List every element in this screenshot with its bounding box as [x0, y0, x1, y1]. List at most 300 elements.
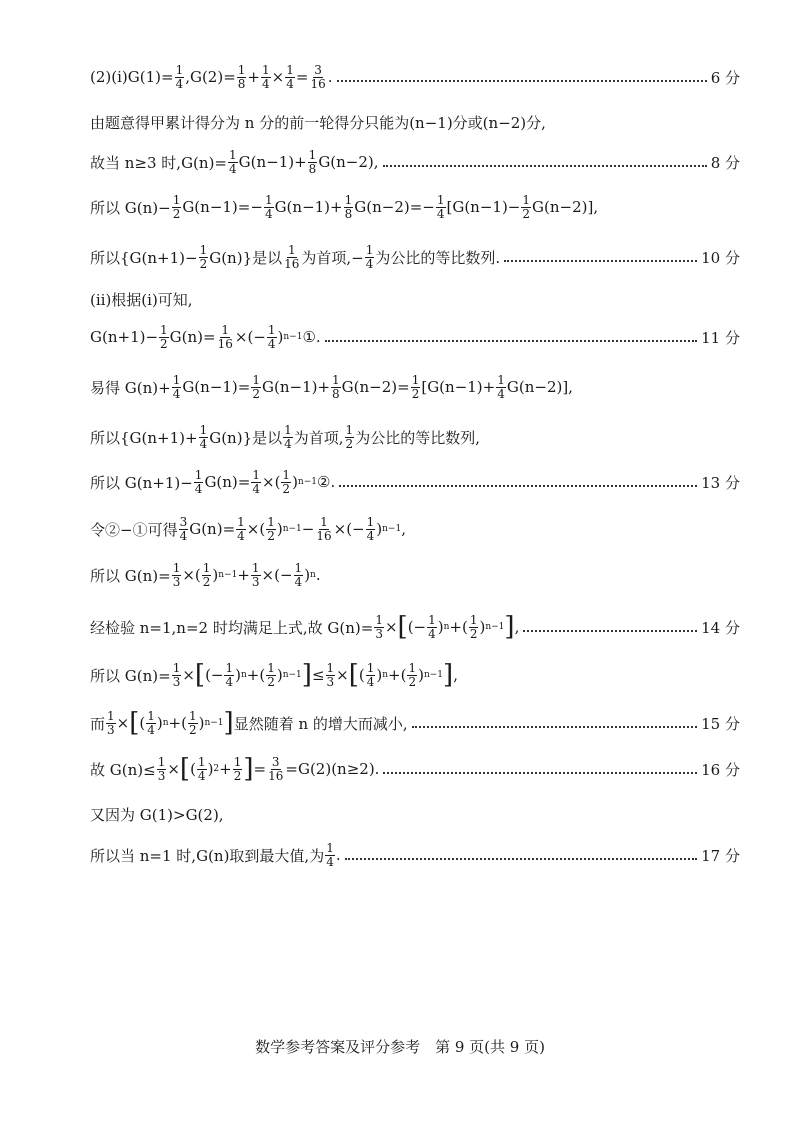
numerator: 1 — [188, 708, 197, 723]
math-expression — [90, 64, 333, 91]
exponent: n — [382, 670, 389, 680]
text-run: × — [384, 618, 398, 636]
denominator: 4 — [286, 76, 294, 91]
fraction — [496, 374, 506, 401]
numerator: 1 — [252, 372, 260, 387]
numerator: 1 — [522, 192, 531, 207]
bracket: [ — [179, 754, 191, 784]
denominator: 2 — [469, 626, 478, 641]
numerator: 1 — [366, 514, 375, 529]
fraction — [172, 374, 182, 401]
denominator: 2 — [411, 386, 420, 401]
text-run: +( — [246, 666, 266, 684]
denominator: 16 — [316, 528, 332, 543]
denominator: 3 — [172, 574, 181, 589]
text-run: + — [247, 68, 260, 86]
score-label: 17 分 — [701, 846, 740, 865]
denominator: 4 — [284, 436, 292, 451]
text-run: × — [182, 666, 195, 684]
solution-line — [90, 465, 740, 499]
numerator: 1 — [175, 62, 184, 77]
denominator: 4 — [179, 528, 188, 543]
denominator: 2 — [199, 256, 208, 271]
text-run: (2)(ⅰ)G(1)= — [90, 68, 174, 86]
fraction — [521, 194, 531, 221]
text-run: ×(− — [261, 566, 293, 584]
solution-line — [90, 240, 740, 274]
denominator: 2 — [267, 674, 275, 689]
text-run: ×( — [182, 566, 201, 584]
numerator: 1 — [375, 612, 383, 627]
numerator: 1 — [284, 422, 292, 437]
solution-line — [90, 610, 740, 644]
solution-line — [90, 145, 740, 179]
bracket: ] — [301, 660, 312, 690]
text-run: 所以{G(n+1)− — [90, 248, 198, 267]
solution-line — [90, 105, 740, 139]
numerator: 1 — [411, 372, 420, 387]
text-run: 所以 G(n)= — [90, 566, 171, 585]
exponent: n−1 — [218, 570, 238, 580]
fraction — [106, 710, 116, 737]
fraction — [172, 662, 182, 689]
text-run: ) — [479, 618, 486, 636]
numerator: 1 — [326, 840, 334, 855]
exponent: n−1 — [282, 524, 302, 534]
denominator: 4 — [366, 674, 375, 689]
text-run: 所以 G(n)− — [90, 198, 171, 217]
text-run: ) — [277, 328, 284, 346]
denominator: 16 — [310, 76, 326, 91]
denominator: 3 — [157, 768, 166, 783]
text-run: 而 — [90, 714, 106, 733]
text-run: 所以{G(n+1)+ — [90, 428, 198, 447]
denominator: 4 — [436, 206, 445, 221]
fraction — [197, 756, 207, 783]
text-run: . — [335, 846, 341, 864]
fraction — [172, 194, 182, 221]
math-expression — [90, 149, 379, 176]
dot-leader — [504, 260, 697, 262]
text-run: × — [336, 666, 349, 684]
math-expression — [90, 756, 379, 783]
score-label: 8 分 — [710, 153, 740, 172]
fraction — [309, 64, 326, 91]
solution-line — [90, 752, 740, 786]
text-run: 为首项, — [293, 428, 344, 447]
denominator: 4 — [366, 528, 375, 543]
fraction — [315, 516, 332, 543]
dot-leader — [337, 80, 707, 82]
text-run: 所以 G(n+1)− — [90, 473, 193, 492]
text-run: [G(n−1)+ — [421, 378, 496, 396]
exponent: n — [443, 622, 450, 632]
solution-line — [90, 512, 740, 546]
bracket: [ — [348, 660, 359, 690]
text-run: G(n−2)], — [532, 198, 599, 216]
text-run: G(n−1)= — [182, 378, 251, 396]
text-run: G(n)}是以 — [209, 248, 283, 267]
numerator: 1 — [497, 372, 505, 387]
denominator: 8 — [308, 161, 317, 176]
math-expression — [90, 804, 224, 825]
exponent: n−1 — [423, 670, 444, 680]
text-run: ×( — [262, 473, 281, 491]
denominator: 2 — [252, 386, 260, 401]
math-expression — [90, 112, 546, 133]
numerator: 1 — [251, 560, 260, 575]
fraction — [261, 64, 271, 91]
denominator: 16 — [284, 256, 300, 271]
numerator: 1 — [344, 192, 353, 207]
text-run: . — [315, 566, 321, 584]
fraction — [264, 194, 274, 221]
denominator: 2 — [408, 674, 417, 689]
denominator: 4 — [175, 76, 184, 91]
exponent: n — [310, 570, 316, 580]
fraction — [345, 424, 355, 451]
text-run: × — [271, 68, 285, 86]
text-run: ( — [358, 666, 365, 684]
denominator: 4 — [252, 481, 260, 496]
text-run: ②. — [317, 473, 336, 491]
text-run: − — [301, 520, 315, 538]
fraction — [366, 662, 376, 689]
denominator: 4 — [194, 481, 203, 496]
text-run: ) — [437, 618, 444, 636]
numerator: 1 — [436, 192, 445, 207]
text-run: 令②−①可得 — [90, 520, 178, 539]
text-run: ) — [376, 666, 383, 684]
numerator: 1 — [469, 612, 478, 627]
fraction — [266, 516, 276, 543]
text-run: ) — [156, 714, 163, 732]
text-run: × — [167, 760, 180, 778]
denominator: 4 — [225, 674, 234, 689]
text-run: ( — [139, 714, 146, 732]
text-run: . — [327, 68, 333, 86]
fraction — [251, 469, 261, 496]
solution-line — [90, 838, 740, 872]
math-expression — [90, 289, 193, 310]
exponent: n−1 — [485, 622, 505, 632]
text-run: ) — [207, 760, 214, 778]
text-run: (− — [205, 666, 224, 684]
math-expression — [90, 842, 341, 869]
numerator: 1 — [237, 62, 246, 77]
dot-leader — [339, 485, 697, 487]
denominator: 2 — [267, 528, 275, 543]
numerator: 1 — [221, 322, 230, 337]
text-run: ) — [292, 473, 298, 491]
numerator: 1 — [225, 660, 234, 675]
text-run: , — [453, 666, 458, 684]
numerator: 1 — [294, 560, 303, 575]
text-run: ,G(2)= — [185, 68, 236, 86]
solution-line — [90, 60, 740, 94]
exponent: n−1 — [204, 718, 224, 728]
exponent: 2 — [213, 764, 220, 774]
fraction — [172, 562, 182, 589]
text-run: 经检验 n=1,n=2 时均满足上式,故 G(n)= — [90, 618, 374, 637]
denominator: 2 — [160, 336, 168, 351]
fraction — [407, 662, 417, 689]
fraction — [308, 149, 318, 176]
fraction — [237, 64, 247, 91]
denominator: 3 — [375, 626, 383, 641]
text-run: G(n)= — [189, 520, 236, 538]
denominator: 3 — [251, 574, 260, 589]
exponent: n−1 — [283, 332, 303, 342]
fraction — [202, 562, 212, 589]
denominator: 3 — [172, 674, 181, 689]
fraction — [374, 614, 384, 641]
score-label: 10 分 — [701, 248, 740, 267]
bracket: [ — [397, 612, 408, 642]
score-label: 14 分 — [701, 618, 740, 637]
score-label: 16 分 — [701, 760, 740, 779]
fraction — [283, 244, 300, 271]
fraction — [188, 710, 198, 737]
text-run: +( — [449, 618, 468, 636]
dot-leader — [412, 726, 697, 728]
fraction — [294, 562, 304, 589]
fraction — [217, 324, 234, 351]
numerator: 1 — [267, 514, 275, 529]
fraction — [331, 374, 341, 401]
bracket: ] — [243, 754, 254, 784]
denominator: 4 — [428, 626, 436, 641]
numerator: 1 — [365, 242, 374, 257]
numerator: 3 — [271, 754, 280, 769]
solution-line — [90, 706, 740, 740]
math-expression — [90, 374, 573, 401]
fraction — [281, 469, 291, 496]
numerator: 1 — [199, 422, 208, 437]
text-run: ) — [418, 666, 424, 684]
fraction — [285, 64, 295, 91]
text-run: (ⅱ)根据(ⅰ)可知, — [90, 290, 193, 309]
text-run: ( — [190, 760, 196, 778]
text-run: G(n−1)+ — [238, 153, 307, 171]
text-run: 所以当 n=1 时,G(n)取到最大值,为 — [90, 846, 325, 865]
numerator: 1 — [194, 467, 203, 482]
fraction — [179, 516, 189, 543]
numerator: 1 — [262, 62, 270, 77]
text-run: = — [295, 68, 309, 86]
text-run: ) — [212, 566, 219, 584]
text-run: = — [253, 760, 267, 778]
bracket: ] — [443, 660, 454, 690]
text-run: G(n−2)= — [341, 378, 410, 396]
numerator: 3 — [314, 62, 322, 77]
numerator: 1 — [147, 708, 155, 723]
fraction — [199, 244, 209, 271]
text-run: +( — [168, 714, 187, 732]
text-run: ×(− — [333, 520, 365, 538]
bracket: [ — [194, 660, 206, 690]
text-run: 为首项,− — [301, 248, 364, 267]
fraction — [365, 244, 375, 271]
solution-line — [90, 370, 740, 404]
text-run: 为公比的等比数列. — [375, 248, 501, 267]
text-run: G(n−1)+ — [262, 378, 331, 396]
text-run: 故当 n≥3 时,G(n)= — [90, 153, 227, 172]
text-run: 故 G(n)≤ — [90, 760, 156, 779]
numerator: 1 — [160, 322, 168, 337]
text-run: ) — [304, 566, 311, 584]
denominator: 4 — [267, 336, 276, 351]
denominator: 16 — [217, 336, 233, 351]
math-expression — [90, 469, 335, 496]
fraction — [146, 710, 156, 737]
solution-line — [90, 282, 740, 316]
dot-leader — [345, 858, 698, 860]
numerator: 1 — [287, 242, 296, 257]
numerator: 1 — [172, 372, 181, 387]
denominator: 4 — [147, 722, 155, 737]
fraction — [427, 614, 437, 641]
solution-line — [90, 797, 740, 831]
fraction — [251, 374, 261, 401]
denominator: 4 — [294, 574, 303, 589]
denominator: 4 — [199, 436, 208, 451]
math-expression — [90, 662, 458, 689]
fraction — [411, 374, 421, 401]
numerator: 1 — [345, 422, 354, 437]
denominator: 8 — [344, 206, 353, 221]
text-run: G(n−1)=− — [182, 198, 263, 216]
page-footer: 数学参考答案及评分参考 第 9 页(共 9 页) — [255, 1038, 545, 1056]
text-run: + — [237, 566, 250, 584]
exponent: n — [240, 670, 247, 680]
numerator: 1 — [264, 192, 273, 207]
solution-line — [90, 420, 740, 454]
fraction — [436, 194, 446, 221]
numerator: 1 — [282, 467, 291, 482]
text-run: G(n−2), — [318, 153, 379, 171]
text-run: G(n)= — [169, 328, 216, 346]
text-run: G(n−2)], — [506, 378, 573, 396]
denominator: 2 — [172, 206, 181, 221]
denominator: 16 — [268, 768, 284, 783]
fraction — [251, 562, 261, 589]
numerator: 1 — [252, 467, 260, 482]
text-run: G(n−2)=− — [354, 198, 435, 216]
text-run: 所以 G(n)= — [90, 666, 171, 685]
numerator: 1 — [428, 612, 436, 627]
score-label: 11 分 — [701, 328, 740, 347]
fraction — [344, 194, 354, 221]
exponent: n−1 — [382, 524, 402, 534]
fraction — [233, 756, 243, 783]
dot-leader — [383, 772, 697, 774]
fraction — [228, 149, 238, 176]
numerator: 1 — [157, 754, 166, 769]
text-run: × — [116, 714, 130, 732]
denominator: 4 — [237, 528, 245, 543]
text-run: G(n−1)+ — [274, 198, 343, 216]
math-expression — [90, 710, 408, 737]
math-expression — [90, 614, 519, 641]
denominator: 2 — [282, 481, 291, 496]
text-run: ) — [376, 520, 383, 538]
numerator: 1 — [233, 754, 242, 769]
denominator: 4 — [197, 768, 206, 783]
score-label: 6 分 — [710, 68, 740, 87]
text-run: ) — [276, 666, 283, 684]
text-run: G(n)}是以 — [209, 428, 283, 447]
denominator: 3 — [107, 722, 115, 737]
text-run: =G(2)(n≥2). — [285, 760, 380, 778]
text-run: ) — [276, 520, 283, 538]
score-label: 15 分 — [701, 714, 740, 733]
fraction — [175, 64, 185, 91]
bracket: [ — [129, 708, 140, 738]
fraction — [194, 469, 204, 496]
numerator: 1 — [237, 514, 245, 529]
fraction — [199, 424, 209, 451]
numerator: 1 — [408, 660, 417, 675]
denominator: 4 — [229, 161, 237, 176]
denominator: 4 — [264, 206, 273, 221]
numerator: 1 — [267, 660, 275, 675]
dot-leader — [523, 630, 697, 632]
exponent: n−1 — [297, 477, 317, 487]
numerator: 1 — [107, 708, 115, 723]
denominator: 8 — [237, 76, 246, 91]
text-run: + — [219, 760, 232, 778]
text-run: 由题意得甲累计得分为 n 分的前一轮得分只能为(n−1)分或(n−2)分, — [90, 113, 546, 132]
text-run: ) — [198, 714, 205, 732]
denominator: 4 — [172, 386, 181, 401]
fraction — [366, 516, 376, 543]
denominator: 4 — [262, 76, 270, 91]
numerator: 1 — [172, 192, 181, 207]
text-run: 为公比的等比数列, — [355, 428, 480, 447]
text-run: ) — [235, 666, 241, 684]
dot-leader — [325, 340, 697, 342]
numerator: 1 — [172, 660, 181, 675]
text-run: ×(− — [234, 328, 266, 346]
solution-line — [90, 558, 740, 592]
numerator: 3 — [179, 514, 188, 529]
math-expression — [90, 194, 598, 221]
solution-line — [90, 320, 740, 354]
fraction — [267, 324, 277, 351]
text-run: 显然随着 n 的增大而减小, — [233, 714, 408, 733]
numerator: 1 — [172, 560, 181, 575]
bracket: ] — [504, 612, 515, 642]
denominator: 2 — [233, 768, 242, 783]
fraction — [283, 424, 293, 451]
fraction — [267, 756, 284, 783]
solution-line — [90, 658, 740, 692]
text-run: (− — [407, 618, 427, 636]
denominator: 3 — [326, 674, 335, 689]
score-label: 13 分 — [701, 473, 740, 492]
numerator: 1 — [229, 147, 237, 162]
numerator: 1 — [202, 560, 211, 575]
numerator: 1 — [197, 754, 206, 769]
exponent: n−1 — [282, 670, 302, 680]
fraction — [325, 842, 335, 869]
numerator: 1 — [320, 514, 328, 529]
fraction — [266, 662, 276, 689]
text-run: +( — [388, 666, 407, 684]
numerator: 1 — [332, 372, 340, 387]
text-run: G(n+1)− — [90, 328, 159, 346]
